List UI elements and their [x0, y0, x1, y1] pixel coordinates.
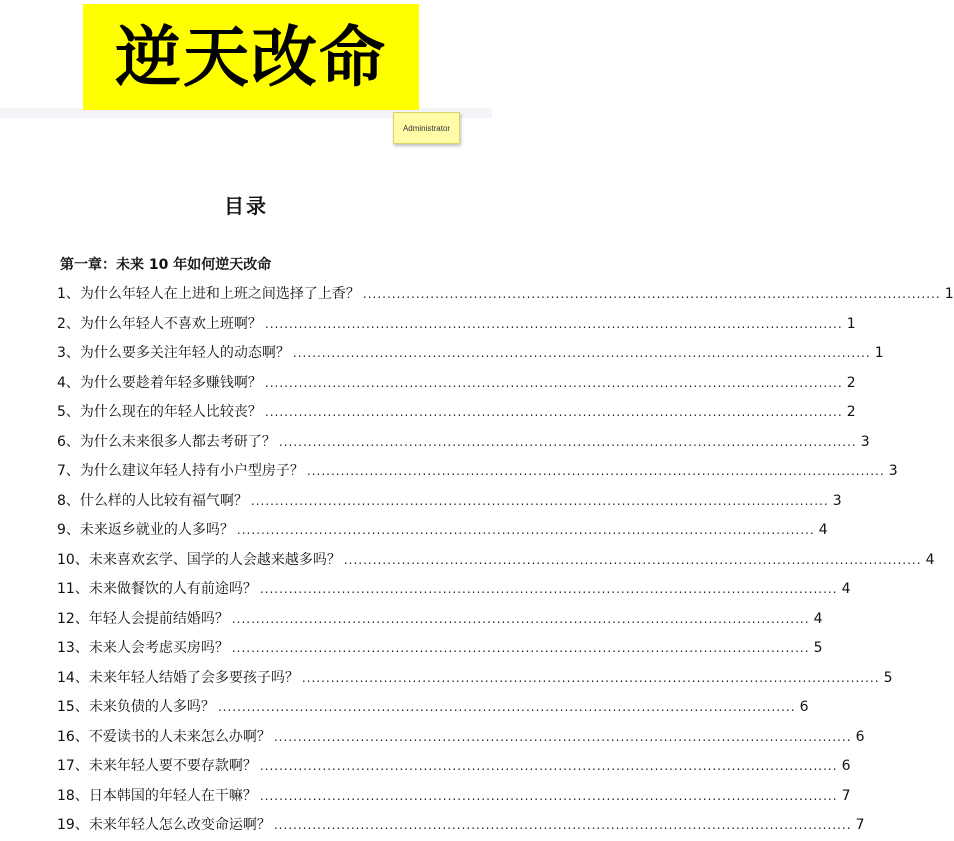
toc-entry[interactable]: [57, 693, 809, 723]
toc-entry-text: 3、为什么要多关注年轻人的动态啊？: [57, 345, 290, 361]
toc-leader-dots: ........................................................................................................................: [343, 552, 922, 567]
toc-entry-text: 18、日本韩国的年轻人在干嘛？: [57, 787, 257, 804]
toc-entry-text: 5、为什么现在的年轻人比较丧？: [57, 404, 262, 420]
toc-page-number: 7: [841, 787, 851, 804]
toc-entry[interactable]: [57, 398, 856, 428]
toc-entry[interactable]: [57, 280, 954, 310]
toc-chapter-heading[interactable]: 第一章：未来 10 年如何逆天改命: [60, 257, 272, 273]
toc-entry[interactable]: [57, 457, 898, 487]
toc-page-number: 4: [841, 581, 851, 597]
toc-page-number: 3: [888, 463, 898, 479]
toc-leader-dots: ........................................................................................................................: [236, 523, 815, 537]
toc-page-number: 1: [874, 345, 884, 361]
toc-leader-dots: ........................................................................................................................: [217, 700, 796, 714]
toc-entry[interactable]: [57, 752, 851, 782]
toc-entry-text: 7、为什么建议年轻人持有小户型房子？: [57, 463, 304, 479]
toc-entry[interactable]: [57, 811, 865, 841]
toc-entry[interactable]: [57, 516, 828, 546]
toc-leader-dots: ........................................................................................................................: [292, 346, 871, 360]
toc-page-number: 6: [855, 728, 865, 745]
toc-entry-text: 19、未来年轻人怎么改变命运啊？: [57, 817, 271, 833]
toc-entry[interactable]: [57, 339, 884, 369]
toc-page-number: 4: [925, 551, 935, 568]
toc-entry[interactable]: [57, 634, 823, 664]
toc-entry[interactable]: [57, 664, 893, 694]
toc-entry-text: 12、年轻人会提前结婚吗？: [57, 610, 229, 627]
toc-page-number: 6: [799, 699, 809, 715]
toc-entry[interactable]: [57, 546, 935, 576]
toc-leader-dots: ........................................................................................................................: [259, 788, 838, 803]
toc-entry[interactable]: [57, 310, 856, 340]
banner-title: 逆天改命: [115, 18, 387, 96]
toc-leader-dots: ........................................................................................................................: [306, 464, 885, 478]
toc-leader-dots: ........................................................................................................................: [259, 582, 838, 596]
toc-entry[interactable]: [57, 369, 856, 399]
toc-page-number: 4: [813, 610, 823, 627]
toc-entry-text: 11、未来做餐饮的人有前途吗？: [57, 581, 257, 597]
toc-leader-dots: ........................................................................................................................: [259, 759, 838, 773]
toc-title: 目录: [224, 194, 268, 218]
toc-entry[interactable]: [57, 575, 851, 605]
toc-leader-dots: ........................................................................................................................: [362, 287, 941, 301]
toc-entry-text: 14、未来年轻人结婚了会多要孩子吗？: [57, 669, 299, 686]
comment-author: Administrator: [402, 123, 451, 133]
toc-page-number: 4: [818, 522, 828, 538]
toc-leader-dots: ........................................................................................................................: [273, 729, 852, 744]
toc-entry-text: 13、未来人会考虑买房吗？: [57, 640, 229, 656]
title-banner: [83, 4, 419, 110]
toc-leader-dots: ........................................................................................................................: [264, 375, 843, 390]
toc-entry-text: 6、为什么未来很多人都去考研了？: [57, 433, 276, 450]
toc-page-number: 1: [944, 286, 954, 302]
toc-list: [57, 280, 954, 841]
toc-entry[interactable]: [57, 487, 842, 517]
toc-entry[interactable]: [57, 782, 851, 812]
toc-page-number: 2: [846, 404, 856, 420]
toc-page-number: 1: [846, 315, 856, 332]
toc-entry-text: 9、未来返乡就业的人多吗？: [57, 522, 234, 538]
toc-entry[interactable]: [57, 723, 865, 753]
toc-page-number: 3: [832, 492, 842, 509]
toc-leader-dots: ........................................................................................................................: [231, 641, 810, 655]
toc-leader-dots: ........................................................................................................................: [301, 670, 880, 685]
toc-entry-text: 4、为什么要趁着年轻多赚钱啊？: [57, 374, 262, 391]
toc-entry-text: 1、为什么年轻人在上进和上班之间选择了上香？: [57, 286, 360, 302]
toc-leader-dots: ........................................................................................................................: [264, 405, 843, 419]
toc-leader-dots: ........................................................................................................................: [231, 611, 810, 626]
toc-entry[interactable]: [57, 605, 823, 635]
toc-page-number: 6: [841, 758, 851, 774]
toc-leader-dots: ........................................................................................................................: [273, 818, 852, 832]
toc-entry-text: 10、未来喜欢玄学、国学的人会越来越多吗？: [57, 551, 341, 568]
comment-note[interactable]: [393, 112, 460, 144]
toc-leader-dots: ........................................................................................................................: [278, 434, 857, 449]
toc-leader-dots: ........................................................................................................................: [250, 493, 829, 508]
toc-page-number: 5: [883, 669, 893, 686]
toc-page-number: 2: [846, 374, 856, 391]
toc-page-number: 3: [860, 433, 870, 450]
toc-entry-text: 15、未来负债的人多吗？: [57, 699, 215, 715]
toc-entry-text: 2、为什么年轻人不喜欢上班啊？: [57, 315, 262, 332]
toc-entry-text: 17、未来年轻人要不要存款啊？: [57, 758, 257, 774]
toc-leader-dots: ........................................................................................................................: [264, 316, 843, 331]
toc-page-number: 7: [855, 817, 865, 833]
toc-entry[interactable]: [57, 428, 870, 458]
toc-entry-text: 16、不爱读书的人未来怎么办啊？: [57, 728, 271, 745]
toc-page-number: 5: [813, 640, 823, 656]
toc-entry-text: 8、什么样的人比较有福气啊？: [57, 492, 248, 509]
